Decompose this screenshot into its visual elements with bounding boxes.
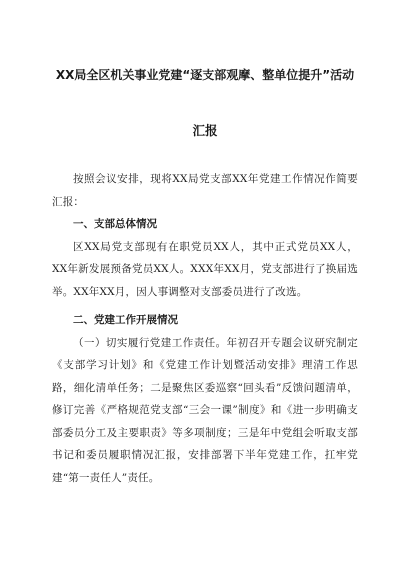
document-subtitle: 汇报 xyxy=(192,123,218,138)
section-heading-overview: 一、支部总体情况 xyxy=(73,218,157,230)
section-paragraph-work: （一）切实履行党建工作责任。年初召开专题会议研究制定《支部学习计划》和《党建工作计划暨活动安排》理清工作思路，细化清单任务；二是聚焦区委巡察“回头看”反馈问题清单，修订完善《严格规范党支部“三会一课”制度》和《进一步明确支部委员分工及主要职责》等多项制度；三是年中党组会听取支部书记和委员履职情况汇报，安排部署下半年党建工作，扛牢党建“第一责任人”责任。 xyxy=(52,336,358,484)
document-title: XX局全区机关事业党建“逐支部观摩、整单位提升”活动 xyxy=(55,68,355,82)
section-heading-work: 二、党建工作开展情况 xyxy=(73,314,178,326)
section-paragraph-overview: 区XX局党支部现有在职党员XX人，其中正式党员XX人，XX年新发展预备党员XX人。XXX年XX月，党支部进行了换届选举。XX年XX月，因人事调整对支部委员进行了改选。 xyxy=(52,240,358,298)
intro-paragraph: 按照会议安排，现将XX局党支部XX年党建工作情况作简要汇报： xyxy=(52,173,358,208)
